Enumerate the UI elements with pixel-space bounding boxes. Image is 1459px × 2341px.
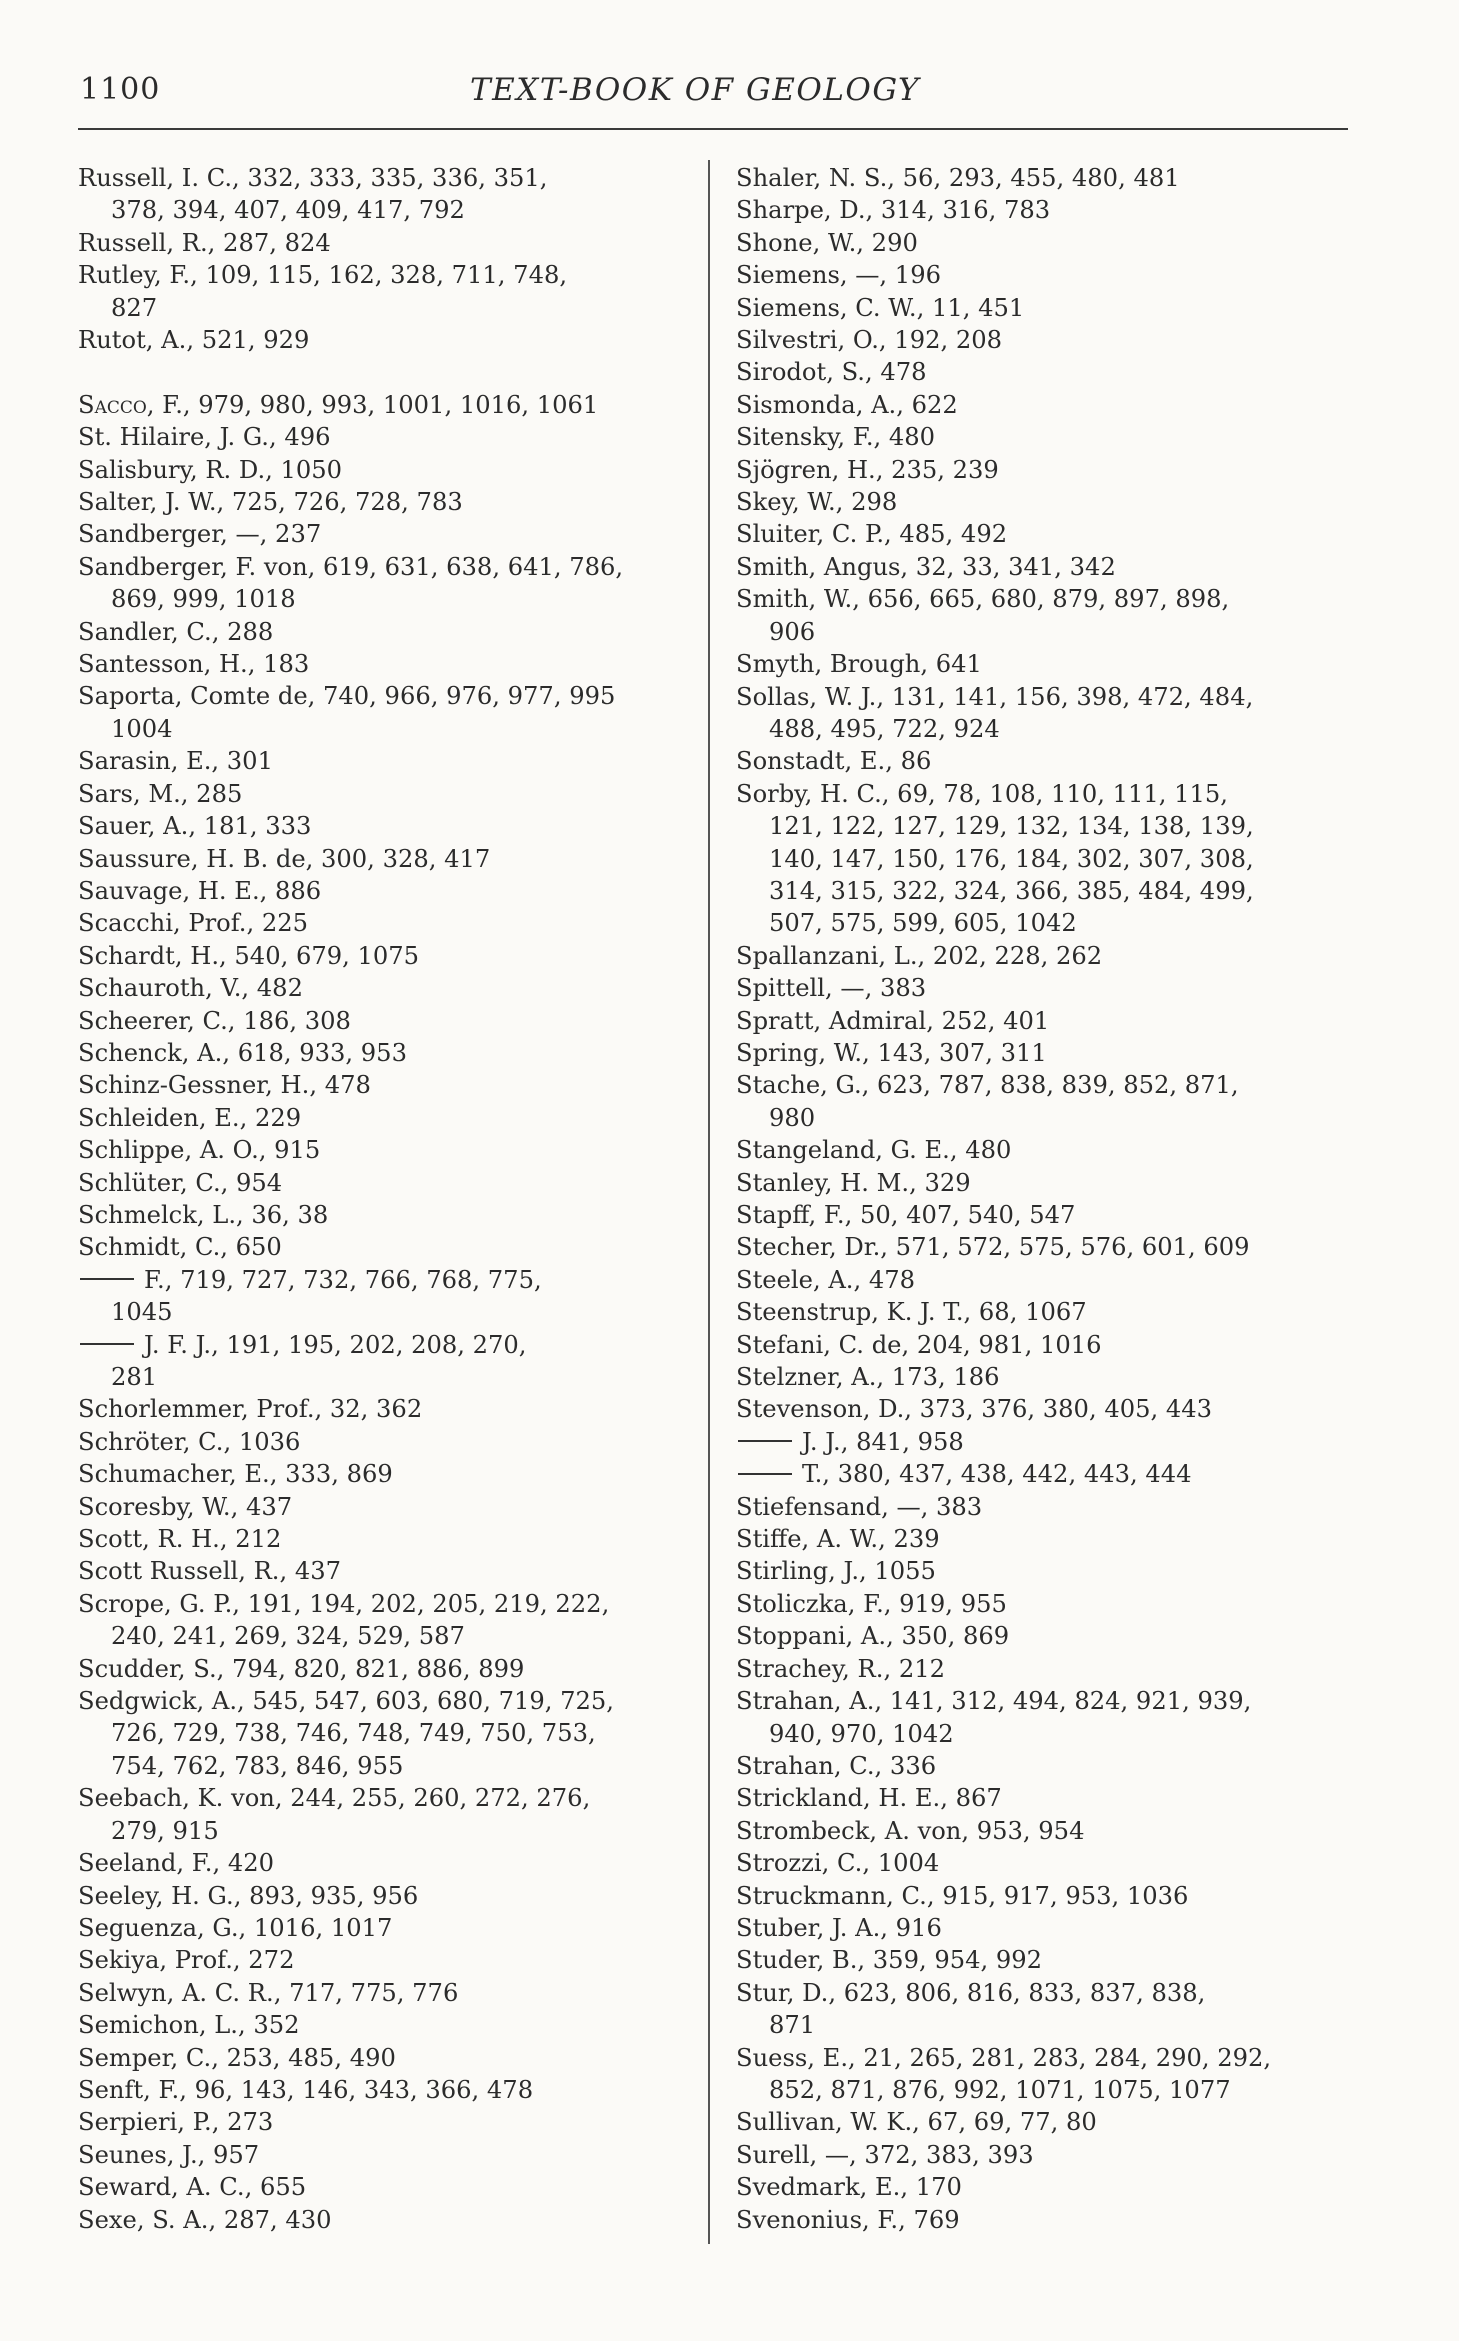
index-entry-text: Sjögren, H., 235, 239 <box>736 455 999 484</box>
index-entry-text: Spratt, Admiral, 252, 401 <box>736 1006 1050 1035</box>
index-entry <box>736 1231 1356 1263</box>
index-entry-text: 378, 394, 407, 409, 417, 792 <box>111 196 465 225</box>
index-entry <box>78 778 698 810</box>
index-entry-text: 121, 122, 127, 129, 132, 134, 138, 139, <box>769 812 1254 841</box>
section-gap <box>78 356 698 388</box>
index-entry-text: Schröter, C., 1036 <box>78 1427 301 1456</box>
index-entry-text: Svedmark, E., 170 <box>736 2173 962 2202</box>
index-entry-text: Schlippe, A. O., 915 <box>78 1136 321 1165</box>
index-entry <box>78 1944 698 1976</box>
index-entry-text: Stecher, Dr., 571, 572, 575, 576, 601, 609 <box>736 1233 1250 1262</box>
index-entry <box>78 810 698 842</box>
index-entry-text: Scott Russell, R., 437 <box>78 1557 342 1586</box>
index-entry-text: Stirling, J., 1055 <box>736 1557 936 1586</box>
index-entry-text: Stelzner, A., 173, 186 <box>736 1363 1000 1392</box>
index-entry <box>736 1588 1356 1620</box>
index-entry <box>736 518 1356 550</box>
page-number: 1100 <box>80 72 161 107</box>
index-entry <box>78 1458 698 1490</box>
index-entry-continuation <box>736 810 1356 842</box>
index-entry-text: Salter, J. W., 725, 726, 728, 783 <box>78 488 463 517</box>
index-entry-text: Sarasin, E., 301 <box>78 747 273 776</box>
index-entry <box>78 454 698 486</box>
index-entry-text: Sandler, C., 288 <box>78 617 274 646</box>
index-entry <box>736 1977 1356 2009</box>
index-entry <box>736 1847 1356 1879</box>
index-entry-text: Sonstadt, E., 86 <box>736 747 932 776</box>
index-entry <box>736 745 1356 777</box>
index-entry-text: 281 <box>111 1363 158 1392</box>
index-entry <box>736 1069 1356 1101</box>
index-entry <box>736 1620 1356 1652</box>
index-entry-text: Strahan, C., 336 <box>736 1751 937 1780</box>
index-entry <box>78 1491 698 1523</box>
index-entry-text: Sharpe, D., 314, 316, 783 <box>736 196 1051 225</box>
index-entry-text: Schinz-Gessner, H., 478 <box>78 1071 371 1100</box>
index-entry-text: J. J., 841, 958 <box>802 1427 964 1456</box>
index-entry <box>736 1426 1356 1458</box>
index-entry <box>78 875 698 907</box>
index-entry-text: Strickland, H. E., 867 <box>736 1784 1002 1813</box>
index-entry <box>736 1912 1356 1944</box>
index-entry-text: Sars, M., 285 <box>78 779 243 808</box>
index-entry-text: 906 <box>769 617 816 646</box>
index-entry-text: Suess, E., 21, 265, 281, 283, 284, 290, 292, <box>736 2043 1272 2072</box>
index-entry <box>736 1361 1356 1393</box>
index-entry-text: Spittell, —, 383 <box>736 974 927 1003</box>
index-entry <box>736 551 1356 583</box>
index-entry-text: T., 380, 437, 438, 442, 443, 444 <box>802 1460 1192 1489</box>
index-entry-text: Scoresby, W., 437 <box>78 1492 293 1521</box>
index-entry <box>736 194 1356 226</box>
index-entry-text: Stoppani, A., 350, 869 <box>736 1622 1010 1651</box>
index-entry-text: 980 <box>769 1103 816 1132</box>
index-entry <box>78 1912 698 1944</box>
index-entry <box>78 551 698 583</box>
index-entry-text: Strozzi, C., 1004 <box>736 1849 940 1878</box>
index-entry-continuation <box>78 583 698 615</box>
index-entry-text: Shone, W., 290 <box>736 228 918 257</box>
index-entry <box>736 1005 1356 1037</box>
index-entry-text: J. F. J., 191, 195, 202, 208, 270, <box>144 1330 527 1359</box>
index-entry <box>736 1264 1356 1296</box>
index-entry <box>78 1102 698 1134</box>
index-entry <box>78 2042 698 2074</box>
index-entry <box>78 518 698 550</box>
index-entry <box>736 1653 1356 1685</box>
index-entry-text: Stuber, J. A., 916 <box>736 1913 942 1942</box>
index-entry <box>78 2139 698 2171</box>
index-column-left <box>78 162 698 2236</box>
index-entry-text: Stur, D., 623, 806, 816, 833, 837, 838, <box>736 1978 1206 2007</box>
index-entry <box>736 1393 1356 1425</box>
index-entry-text: Sandberger, F. von, 619, 631, 638, 641, 786, <box>78 552 624 581</box>
index-entry-text: 140, 147, 150, 176, 184, 302, 307, 308, <box>769 844 1254 873</box>
index-entry <box>78 1555 698 1587</box>
index-entry <box>736 421 1356 453</box>
index-entry-text: Salisbury, R. D., 1050 <box>78 455 343 484</box>
index-entry-text: Seguenza, G., 1016, 1017 <box>78 1913 393 1942</box>
index-entry-text: Studer, B., 359, 954, 992 <box>736 1946 1043 1975</box>
index-entry <box>736 324 1356 356</box>
index-entry-text: Saussure, H. B. de, 300, 328, 417 <box>78 844 491 873</box>
index-entry <box>78 1199 698 1231</box>
index-entry <box>736 1944 1356 1976</box>
index-entry <box>736 1815 1356 1847</box>
index-entry <box>78 2009 698 2041</box>
index-entry <box>78 259 698 291</box>
index-entry-continuation <box>736 907 1356 939</box>
index-entry <box>736 940 1356 972</box>
index-entry <box>78 421 698 453</box>
index-entry <box>736 2171 1356 2203</box>
index-entry-text: Scrope, G. P., 191, 194, 202, 205, 219, 222, <box>78 1589 610 1618</box>
index-entry <box>78 2171 698 2203</box>
index-entry <box>736 259 1356 291</box>
index-entry-text: Strachey, R., 212 <box>736 1654 945 1683</box>
index-entry <box>736 162 1356 194</box>
index-entry <box>78 1847 698 1879</box>
index-entry-text: Scudder, S., 794, 820, 821, 886, 899 <box>78 1654 525 1683</box>
index-entry-text: F., 719, 727, 732, 766, 768, 775, <box>144 1265 542 1294</box>
index-entry-text: Stevenson, D., 373, 376, 380, 405, 443 <box>736 1395 1213 1424</box>
index-entry-continuation <box>78 1296 698 1328</box>
index-entry-text: Schorlemmer, Prof., 32, 362 <box>78 1395 423 1424</box>
ditto-dash <box>80 1343 134 1345</box>
index-entry <box>736 778 1356 810</box>
index-entry-text: 827 <box>111 293 158 322</box>
index-entry <box>736 1134 1356 1166</box>
index-entry-text: Strahan, A., 141, 312, 494, 824, 921, 939, <box>736 1687 1252 1716</box>
index-entry-continuation <box>78 1815 698 1847</box>
index-entry <box>736 1458 1356 1490</box>
index-entry <box>78 1977 698 2009</box>
index-entry-text: Schauroth, V., 482 <box>78 974 303 1003</box>
index-entry <box>78 1685 698 1717</box>
index-entry-text: 279, 915 <box>111 1816 219 1845</box>
index-entry-continuation <box>78 1750 698 1782</box>
index-entry <box>736 454 1356 486</box>
index-entry-text: Schardt, H., 540, 679, 1075 <box>78 941 420 970</box>
index-entry-text: Russell, R., 287, 824 <box>78 228 331 257</box>
index-entry <box>736 1782 1356 1814</box>
index-entry <box>78 1005 698 1037</box>
index-entry <box>736 972 1356 1004</box>
index-entry-text: Stefani, C. de, 204, 981, 1016 <box>736 1330 1102 1359</box>
index-entry <box>78 745 698 777</box>
index-entry <box>78 1523 698 1555</box>
index-entry <box>78 2074 698 2106</box>
index-entry-text: Stiffe, A. W., 239 <box>736 1525 940 1554</box>
ditto-dash <box>80 1278 134 1280</box>
index-entry <box>736 486 1356 518</box>
index-entry <box>736 1296 1356 1328</box>
index-entry <box>736 648 1356 680</box>
index-entry <box>78 972 698 1004</box>
index-entry-text: 726, 729, 738, 746, 748, 749, 750, 753, <box>111 1719 596 1748</box>
index-entry <box>736 2042 1356 2074</box>
index-entry-text: Scheerer, C., 186, 308 <box>78 1006 351 1035</box>
index-entry-text: Schumacher, E., 333, 869 <box>78 1460 393 1489</box>
index-entry-text: Steenstrup, K. J. T., 68, 1067 <box>736 1298 1087 1327</box>
index-entry <box>78 1069 698 1101</box>
index-entry <box>78 1426 698 1458</box>
index-entry-text: 940, 970, 1042 <box>769 1719 954 1748</box>
index-entry <box>78 843 698 875</box>
index-entry <box>78 616 698 648</box>
index-entry <box>78 1393 698 1425</box>
index-entry <box>78 1782 698 1814</box>
index-entry <box>78 1880 698 1912</box>
index-entry-text: 871 <box>769 2011 816 2040</box>
index-entry-continuation <box>78 713 698 745</box>
index-entry-text: Skey, W., 298 <box>736 488 898 517</box>
index-entry-text: Surell, —, 372, 383, 393 <box>736 2140 1034 2169</box>
index-entry-text: Schleiden, E., 229 <box>78 1103 302 1132</box>
index-entry-text: Seunes, J., 957 <box>78 2140 260 2169</box>
index-entry-text: Silvestri, O., 192, 208 <box>736 326 1003 355</box>
index-entry <box>78 648 698 680</box>
index-entry-text: Semper, C., 253, 485, 490 <box>78 2043 396 2072</box>
index-entry <box>736 1199 1356 1231</box>
index-entry-text: Seebach, K. von, 244, 255, 260, 272, 276, <box>78 1784 591 1813</box>
index-entry-text: Sirodot, S., 478 <box>736 358 927 387</box>
ditto-dash <box>738 1473 792 1475</box>
index-entry-continuation <box>736 875 1356 907</box>
index-entry-text: Russell, I. C., 332, 333, 335, 336, 351, <box>78 164 548 192</box>
index-entry-text: Rutot, A., 521, 929 <box>78 326 310 355</box>
index-entry <box>736 1555 1356 1587</box>
index-entry-text: Svenonius, F., 769 <box>736 2205 960 2234</box>
index-entry <box>78 1037 698 1069</box>
index-entry <box>736 1750 1356 1782</box>
index-entry-text: Sismonda, A., 622 <box>736 390 958 419</box>
index-entry <box>736 227 1356 259</box>
index-entry <box>736 389 1356 421</box>
index-entry <box>78 227 698 259</box>
index-entry <box>78 2106 698 2138</box>
index-entry-continuation <box>78 1620 698 1652</box>
column-divider <box>708 160 710 2244</box>
page-header <box>0 72 1459 112</box>
index-entry <box>736 1167 1356 1199</box>
index-entry-text: Stiefensand, —, 383 <box>736 1492 983 1521</box>
ditto-dash <box>738 1440 792 1442</box>
index-entry-text: 507, 575, 599, 605, 1042 <box>769 909 1077 938</box>
index-entry-text: Schmidt, C., 650 <box>78 1233 282 1262</box>
index-entry-text: Smyth, Brough, 641 <box>736 650 982 679</box>
index-entry-continuation <box>736 713 1356 745</box>
index-entry <box>736 583 1356 615</box>
index-entry <box>736 356 1356 388</box>
index-entry-text: Serpieri, P., 273 <box>78 2108 274 2137</box>
index-entry <box>736 292 1356 324</box>
index-column-right <box>736 162 1356 2236</box>
index-entry <box>736 2106 1356 2138</box>
index-entry-text: Sedgwick, A., 545, 547, 603, 680, 719, 725, <box>78 1687 614 1716</box>
index-entry <box>736 1329 1356 1361</box>
index-entry-text: Stache, G., 623, 787, 838, 839, 852, 871, <box>736 1071 1239 1100</box>
index-entry-text: Seeland, F., 420 <box>78 1849 275 1878</box>
running-title: TEXT-BOOK OF GEOLOGY <box>470 72 920 108</box>
index-entry-text: Spallanzani, L., 202, 228, 262 <box>736 941 1103 970</box>
index-entry <box>736 1523 1356 1555</box>
index-entry-text: Schlüter, C., 954 <box>78 1168 283 1197</box>
index-entry <box>736 2204 1356 2236</box>
index-entry-text: Santesson, H., 183 <box>78 650 310 679</box>
index-entry-text: Sekiya, Prof., 272 <box>78 1946 295 1975</box>
index-entry-text: Smith, Angus, 32, 33, 341, 342 <box>736 552 1116 581</box>
index-entry <box>78 324 698 356</box>
index-entry-continuation <box>736 616 1356 648</box>
index-entry-text: Scott, R. H., 212 <box>78 1525 282 1554</box>
index-entry-continuation <box>736 1718 1356 1750</box>
index-entry-text: 1045 <box>111 1298 173 1327</box>
index-entry-text: Scacchi, Prof., 225 <box>78 909 309 938</box>
index-entry-text: 240, 241, 269, 324, 529, 587 <box>111 1622 465 1651</box>
index-entry-text: Stoliczka, F., 919, 955 <box>736 1589 1007 1618</box>
index-entry <box>736 1491 1356 1523</box>
index-entry-continuation <box>736 2009 1356 2041</box>
index-entry-text: Stanley, H. M., 329 <box>736 1168 971 1197</box>
index-entry <box>736 2139 1356 2171</box>
index-entry-text: Semichon, L., 352 <box>78 2011 300 2040</box>
index-entry-text: Shaler, N. S., 56, 293, 455, 480, 481 <box>736 164 1180 192</box>
index-entry-text: Stapff, F., 50, 407, 540, 547 <box>736 1201 1076 1229</box>
index-entry-text: Sandberger, —, 237 <box>78 520 322 549</box>
index-entry-text: Selwyn, A. C. R., 717, 775, 776 <box>78 1978 459 2007</box>
index-entry <box>78 680 698 712</box>
index-entry <box>78 907 698 939</box>
index-entry-text: Sacco, F., 979, 980, 993, 1001, 1016, 1061 <box>78 390 599 419</box>
index-entry <box>78 389 698 421</box>
index-entry-text: Steele, A., 478 <box>736 1265 916 1294</box>
index-entry-text: 754, 762, 783, 846, 955 <box>111 1751 404 1780</box>
index-entry-text: Smith, W., 656, 665, 680, 879, 897, 898, <box>736 585 1230 614</box>
index-entry <box>78 2204 698 2236</box>
index-entry <box>78 940 698 972</box>
index-entry-text: 488, 495, 722, 924 <box>769 714 1000 743</box>
index-entry <box>78 1329 698 1361</box>
index-entry-text: Sollas, W. J., 131, 141, 156, 398, 472, 484, <box>736 682 1254 711</box>
index-entry-text: Siemens, —, 196 <box>736 261 941 290</box>
index-entry <box>78 1264 698 1296</box>
index-entry-text: Rutley, F., 109, 115, 162, 328, 711, 748, <box>78 261 568 290</box>
index-entry-text: Stangeland, G. E., 480 <box>736 1136 1012 1165</box>
index-entry-text: 314, 315, 322, 324, 366, 385, 484, 499, <box>769 876 1254 905</box>
index-entry-continuation <box>736 843 1356 875</box>
header-rule <box>78 128 1348 130</box>
index-entry-text: Seeley, H. G., 893, 935, 956 <box>78 1881 419 1910</box>
index-entry-text: Strombeck, A. von, 953, 954 <box>736 1816 1085 1845</box>
index-entry-continuation <box>78 1361 698 1393</box>
index-entry-text: Spring, W., 143, 307, 311 <box>736 1038 1047 1067</box>
index-entry <box>736 1685 1356 1717</box>
index-entry <box>736 1037 1356 1069</box>
index-entry <box>736 1880 1356 1912</box>
index-entry <box>78 1588 698 1620</box>
index-entry <box>78 1231 698 1263</box>
index-entry-text: Sluiter, C. P., 485, 492 <box>736 520 1008 549</box>
index-entry <box>78 162 698 194</box>
index-entry-text: Sullivan, W. K., 67, 69, 77, 80 <box>736 2108 1097 2137</box>
index-entry <box>78 1653 698 1685</box>
index-entry-text: Sauvage, H. E., 886 <box>78 876 322 905</box>
index-entry-continuation <box>78 194 698 226</box>
index-entry-text: Sexe, S. A., 287, 430 <box>78 2205 332 2234</box>
index-entry <box>78 1134 698 1166</box>
index-entry <box>78 486 698 518</box>
index-entry-continuation <box>78 292 698 324</box>
index-entry-text: Sitensky, F., 480 <box>736 423 936 452</box>
index-entry-text: Sauer, A., 181, 333 <box>78 812 312 841</box>
index-entry-text: Struckmann, C., 915, 917, 953, 1036 <box>736 1881 1189 1910</box>
index-entry-continuation <box>736 2074 1356 2106</box>
index-entry-text: 1004 <box>111 714 173 743</box>
index-entry-continuation <box>736 1102 1356 1134</box>
index-entry-text: 852, 871, 876, 992, 1071, 1075, 1077 <box>769 2075 1231 2104</box>
index-entry-text: Saporta, Comte de, 740, 966, 976, 977, 995 <box>78 682 616 711</box>
index-entry-text: Siemens, C. W., 11, 451 <box>736 293 1025 322</box>
index-entry-continuation <box>78 1717 698 1749</box>
index-entry-text: Schenck, A., 618, 933, 953 <box>78 1038 407 1067</box>
index-entry-text: Sorby, H. C., 69, 78, 108, 110, 111, 115, <box>736 779 1228 808</box>
index-entry <box>78 1167 698 1199</box>
index-entry-text: St. Hilaire, J. G., 496 <box>78 423 331 452</box>
index-entry-text: Seward, A. C., 655 <box>78 2173 307 2202</box>
index-entry-text: Schmelck, L., 36, 38 <box>78 1200 329 1229</box>
index-entry-text: Senft, F., 96, 143, 146, 343, 366, 478 <box>78 2075 534 2104</box>
index-entry <box>736 681 1356 713</box>
index-entry-text: 869, 999, 1018 <box>111 585 296 614</box>
